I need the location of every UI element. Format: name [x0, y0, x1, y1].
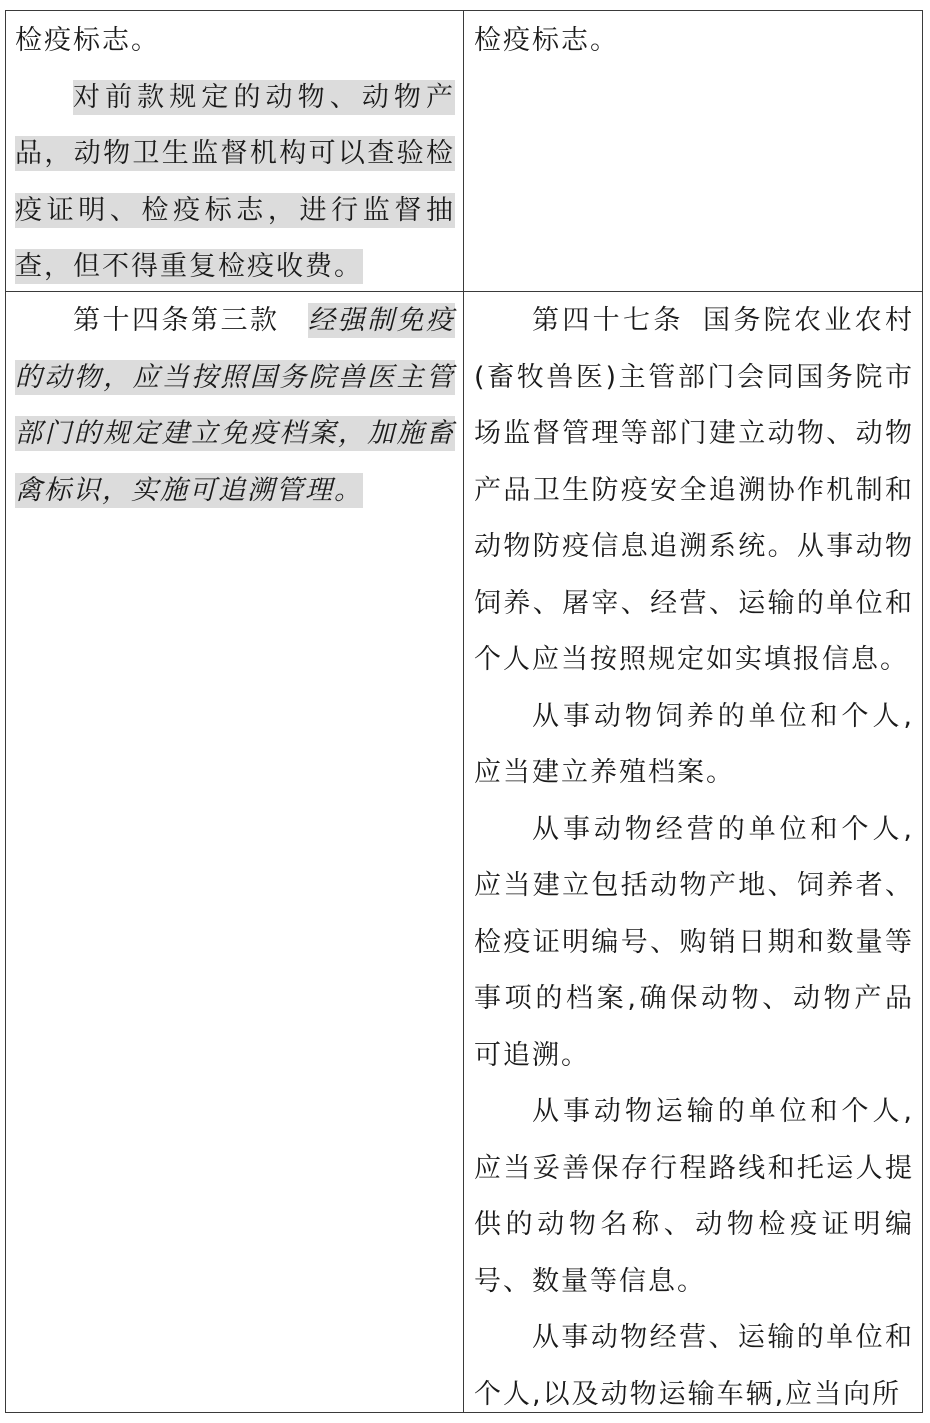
paragraph: 从事动物经营的单位和个人,应当建立包括动物产地、饲养者、检疫证明编号、购销日期和数量等事项的档案,确保动物、动物产品可追溯。	[474, 813, 914, 1071]
continuation-text: 检疫标志。	[15, 25, 160, 56]
cell-old-law-row1	[15, 13, 455, 296]
article-number: 第四十七条	[532, 305, 684, 336]
continuation-text: 检疫标志。	[474, 25, 619, 56]
paragraph	[474, 293, 914, 689]
paragraph: 从事动物运输的单位和个人,应当妥善保存行程路线和托运人提供的动物名称、动物检疫证明编号、数量等信息。	[474, 1096, 914, 1297]
article-number: 第十四条第三款	[73, 305, 280, 336]
paragraph: 从事动物饲养的单位和个人,应当建立养殖档案。	[474, 700, 914, 788]
highlighted-italic-text: 经强制免疫的动物，应当按照国务院兽医主管部门的规定建立免疫档案，加施畜禽标识，实施可追溯管理。	[15, 305, 455, 506]
column-divider	[463, 10, 464, 1413]
paragraph	[15, 293, 455, 519]
paragraph	[15, 70, 455, 296]
paragraph: 从事动物经营、运输的单位和个人,以及动物运输车辆,应当向所	[474, 1322, 914, 1410]
cell-new-law-row1	[474, 13, 914, 70]
cell-old-law-row2	[15, 293, 455, 519]
cell-new-law-row2	[474, 293, 914, 1423]
paragraph-text: 国务院农业农村(畜牧兽医)主管部门会同国务院市场监督管理等部门建立动物、动物产品卫生防疫安全追溯协作机制和动物防疫信息追溯系统。从事动物饲养、屠宰、经营、运输的单位和个人应当按照规定如实填报信息。	[474, 305, 915, 675]
highlighted-text: 对前款规定的动物、动物产品，动物卫生监督机构可以查验检疫证明、检疫标志，进行监督抽查，但不得重复检疫收费。	[15, 81, 455, 282]
